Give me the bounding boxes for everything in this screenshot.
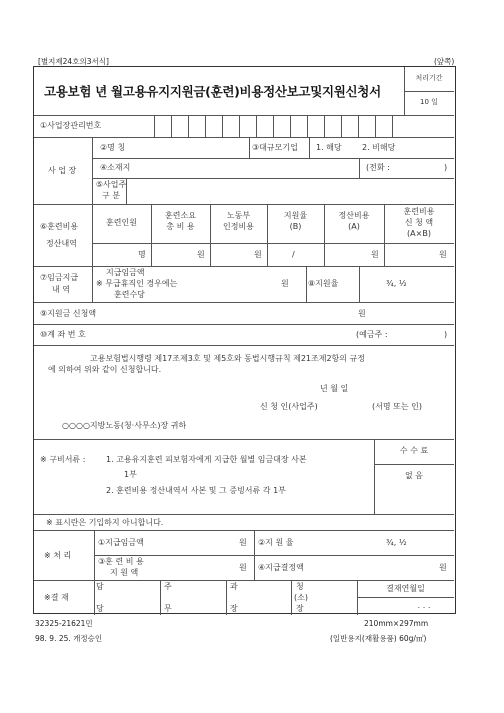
- business-phone-label: (전화 :: [366, 163, 390, 172]
- rule: [34, 302, 454, 303]
- rule: [359, 158, 360, 178]
- settlement-cost-header-2: (A): [348, 222, 360, 231]
- fee-value: 없 음: [405, 471, 423, 480]
- rule: [226, 580, 227, 615]
- employer-type-label: ⑤사업주: [95, 180, 127, 189]
- approval-date-value: . . .: [417, 601, 431, 610]
- training-allowance-label: 훈련수당: [114, 290, 145, 299]
- support-amount-label: ⑨지원금 신청액: [40, 309, 97, 318]
- account-number-label: ⑩계 좌 번 호: [40, 330, 86, 339]
- approval-officer-label-2: 무: [164, 604, 172, 613]
- unit-won: 원: [281, 279, 289, 288]
- approval-head-label-3: 장: [296, 604, 304, 613]
- rule: [358, 115, 359, 137]
- account-holder-label: (예금주 :: [356, 330, 388, 339]
- unit-person: 명: [138, 250, 146, 259]
- unit-won: 원: [254, 250, 262, 259]
- rule: [34, 514, 454, 515]
- paper-size: 210mm×297mm: [364, 619, 429, 628]
- rule: [404, 91, 454, 92]
- support-rate-header: 지원율: [283, 211, 308, 220]
- rule: [254, 530, 255, 580]
- office-use-note: ※ 표시란은 기입하지 아니합니다.: [46, 518, 164, 527]
- rule: [34, 115, 454, 116]
- unit-won: 원: [439, 250, 447, 259]
- training-total-cost-header-2: 총 비 용: [166, 222, 195, 231]
- required-document-2: 2. 훈련비용 정산내역서 사본 및 그 증빙서류 각 1부: [106, 486, 286, 495]
- wage-support-rate-label: ⑧지원율: [308, 279, 339, 288]
- processing-section-label: ※ 처 리: [44, 551, 72, 560]
- processing-rate-value: ¾, ½: [386, 538, 407, 547]
- processing-period-label: 처리기간: [415, 74, 443, 82]
- approval-section-chief-label-2: 장: [230, 604, 238, 613]
- rule: [249, 137, 250, 158]
- rule: [92, 243, 454, 244]
- recognized-cost-header: 노동부: [226, 211, 251, 220]
- rule: [374, 464, 454, 465]
- rule: [375, 115, 376, 137]
- employer-type-label-2: 구 분: [102, 191, 120, 200]
- training-total-cost-header: 훈련소요: [165, 211, 196, 220]
- account-holder-close: ): [444, 330, 448, 339]
- rule: [92, 178, 454, 179]
- training-headcount-header: 훈련인원: [106, 218, 137, 227]
- rule: [291, 580, 292, 615]
- statement-line-1: 고용보험법시행령 제17조제3호 및 제5호와 동법시행규칙 제21조제2항의 규정: [90, 354, 365, 363]
- rule: [34, 345, 454, 346]
- application-amount-header-2: 신 청 액: [404, 218, 434, 227]
- recognized-cost-header-2: 인정비용: [223, 222, 254, 231]
- required-document-1: 1. 고용유지훈련 피보험자에게 지급한 월별 임금대장 사본: [106, 455, 307, 464]
- training-cost-section-label: ⑥훈련비용: [40, 222, 79, 231]
- payment-decision-label: ④지급결정액: [258, 563, 304, 572]
- application-date: 년 월 일: [320, 384, 349, 393]
- rule: [94, 530, 95, 615]
- rule: [34, 439, 454, 440]
- approval-staff-label-2: 당: [96, 604, 104, 613]
- rule: [171, 115, 172, 137]
- rule: [309, 137, 310, 158]
- revision-approval: 98. 9. 25. 개정승인: [35, 634, 103, 643]
- page-side-label: (앞쪽): [434, 57, 455, 66]
- business-section-label: 사 업 장: [48, 166, 77, 175]
- rule: [392, 115, 393, 137]
- rule: [34, 580, 454, 581]
- unit-won: 원: [239, 538, 247, 547]
- recipient-line: ○○○○지방노동(청·사무소)장 귀하: [62, 421, 187, 430]
- rule: [306, 266, 307, 302]
- unit-won: 원: [439, 563, 447, 572]
- rule: [34, 324, 454, 325]
- processing-period-value: 10 일: [420, 98, 438, 106]
- wage-payment-label: ⑦임금지급: [40, 273, 79, 282]
- rule: [256, 115, 257, 137]
- unit-won: 원: [371, 250, 379, 259]
- rule: [273, 115, 274, 137]
- unit-slash: /: [292, 250, 295, 259]
- paid-wage-amount-label: ①지급임금액: [98, 538, 144, 547]
- training-support-amount-label: ③훈 련 비 용: [98, 557, 144, 566]
- large-enterprise-option-1: 1. 해당: [316, 143, 342, 152]
- rule: [359, 266, 360, 302]
- rule: [341, 115, 342, 137]
- support-rate-header-2: (B): [289, 222, 302, 231]
- rule: [92, 158, 454, 159]
- approval-section-label: ※결 재: [44, 593, 69, 602]
- required-documents-label: ※ 구비서류 :: [40, 455, 86, 464]
- wage-payment-label-2: 내 역: [52, 285, 70, 294]
- processing-rate-label: ②지 원 율: [258, 538, 294, 547]
- approval-staff-label: 담: [96, 582, 104, 591]
- rule: [188, 115, 189, 137]
- business-phone-close: ): [444, 163, 448, 172]
- rule: [34, 204, 454, 205]
- workplace-reg-no-label: ①사업장관리번호: [40, 121, 102, 130]
- approval-head-label: 청: [296, 582, 304, 591]
- paid-wage-label: 지급임금액: [106, 268, 145, 277]
- rule: [239, 115, 240, 137]
- approval-section-chief-label: 과: [230, 582, 238, 591]
- applicant-label: 신 청 인(사업주): [260, 402, 318, 411]
- form-title: 고용보험 년 월고용유지지원금(훈련)비용정산보고및지원신청서: [44, 84, 381, 99]
- rule: [34, 530, 454, 531]
- required-document-1-copies: 1부: [124, 470, 137, 479]
- wage-support-rate-value: ¾, ½: [386, 279, 407, 288]
- rule: [160, 580, 161, 615]
- rule: [324, 115, 325, 137]
- rule: [357, 597, 454, 598]
- business-address-label: ④소재지: [100, 163, 131, 172]
- rule: [34, 137, 454, 138]
- rule: [307, 115, 308, 137]
- rule: [94, 555, 454, 556]
- unit-won: 원: [197, 250, 205, 259]
- form-number: [별지제24호의3서식]: [38, 57, 109, 66]
- unit-won: 원: [239, 563, 247, 572]
- approval-date-label: 결재연월일: [386, 584, 425, 593]
- large-enterprise-label: ③대규모기업: [252, 143, 298, 152]
- unpaid-leave-note: ※ 무급휴직인 경우에는: [96, 279, 178, 288]
- settlement-cost-header: 정산비용: [338, 211, 370, 220]
- signature-label: (서명 또는 인): [372, 402, 422, 411]
- rule: [154, 115, 155, 137]
- business-name-label: ②명 칭: [100, 143, 126, 152]
- rule: [34, 266, 454, 267]
- rule: [205, 115, 206, 137]
- application-form: [33, 66, 456, 614]
- paper-type: (일반용지(재활용품) 60g/㎡): [330, 634, 427, 643]
- statement-line-2: 에 의하여 위와 같이 신청합니다.: [48, 365, 162, 374]
- rule: [290, 115, 291, 137]
- application-amount-header-3: (A×B): [407, 229, 431, 238]
- fee-label: 수 수 료: [399, 446, 429, 455]
- form-code: 32325-21621민: [35, 619, 93, 628]
- approval-officer-label: 주: [164, 582, 172, 591]
- training-support-amount-label-2: 지 원 액: [110, 568, 139, 577]
- rule: [222, 115, 223, 137]
- approval-head-label-2: (소): [294, 593, 308, 602]
- training-cost-section-label-2: 정산내역: [46, 239, 77, 248]
- unit-won: 원: [358, 309, 366, 318]
- large-enterprise-option-2: 2. 비해당: [362, 143, 396, 152]
- application-amount-header: 훈련비용: [403, 207, 435, 216]
